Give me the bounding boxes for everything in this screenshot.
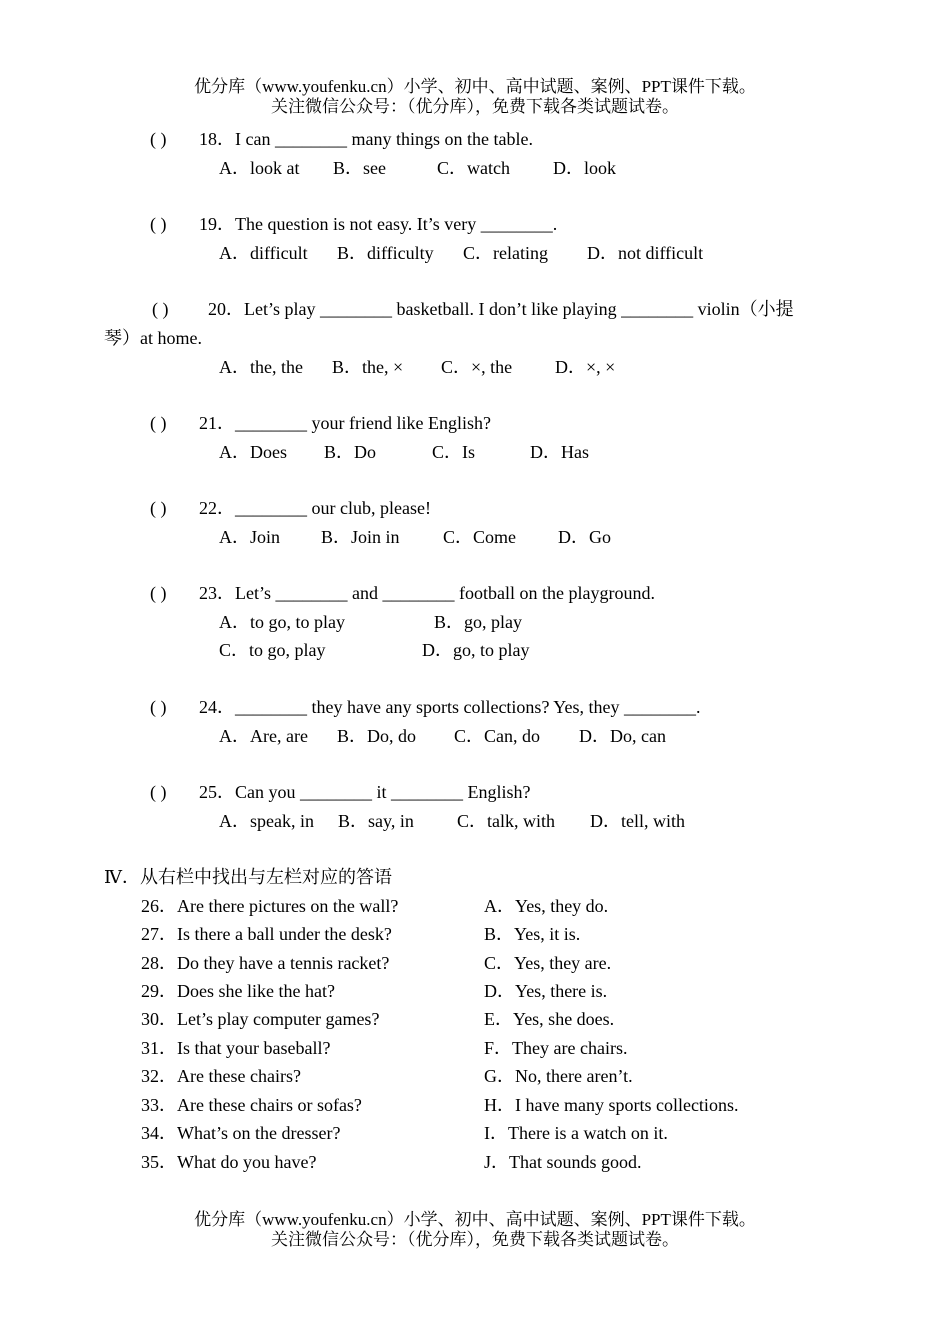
option-c: C．to go, play — [219, 640, 326, 660]
option-a: A．difficult — [219, 243, 308, 263]
question-stem: 22．________ our club, please! — [199, 498, 431, 518]
answer-bracket[interactable]: ( ) — [152, 299, 169, 319]
footer-line-1: 优分库（www.youfenku.cn）小学、初中、高中试题、案例、PPT课件下载。 — [194, 1210, 756, 1229]
option-c: C．Come — [443, 527, 517, 547]
option-a: A．Does — [219, 442, 287, 462]
match-question-26: 26．Are there pictures on the wall? — [141, 896, 399, 916]
match-answer-i: I．There is a watch on it. — [484, 1123, 668, 1143]
option-c: C．talk, with — [457, 811, 555, 831]
match-answer-c: C．Yes, they are. — [484, 953, 612, 973]
option-b: B．say, in — [338, 811, 414, 831]
option-d: D．go, to play — [422, 640, 530, 660]
question-stem: 21．________ your friend like English? — [199, 413, 491, 433]
section-4-title: Ⅳ．从右栏中找出与左栏对应的答语 — [104, 867, 392, 887]
match-answer-e: E．Yes, she does. — [484, 1009, 615, 1029]
option-c: C．relating — [463, 243, 548, 263]
match-question-31: 31．Is that your baseball? — [141, 1038, 331, 1058]
question-stem: 18．I can ________ many things on the table. — [199, 129, 533, 149]
match-answer-j: J．That sounds good. — [484, 1152, 642, 1172]
match-question-32: 32．Are these chairs? — [141, 1066, 301, 1086]
option-b: B．Do — [324, 442, 377, 462]
option-a: A．Are, are — [219, 726, 308, 746]
match-question-27: 27．Is there a ball under the desk? — [141, 924, 392, 944]
option-c: C．Is — [432, 442, 476, 462]
option-a: A．Join — [219, 527, 281, 547]
option-d: D．not difficult — [587, 243, 704, 263]
question-stem: 23．Let’s ________ and ________ football on the playground. — [199, 583, 655, 603]
option-a: A．look at — [219, 158, 300, 178]
answer-bracket[interactable]: ( ) — [150, 498, 167, 518]
question-stem: 25．Can you ________ it ________ English? — [199, 782, 531, 802]
match-answer-b: B．Yes, it is. — [484, 924, 581, 944]
footer-line-2: 关注微信公众号：（优分库），免费下载各类试题试卷。 — [271, 1230, 679, 1249]
question-stem: 20．Let’s play ________ basketball. I don’t like playing ________ violin（小提 — [208, 299, 794, 319]
option-b: B．see — [333, 158, 386, 178]
header-line-1: 优分库（www.youfenku.cn）小学、初中、高中试题、案例、PPT课件下载。 — [194, 77, 756, 96]
match-answer-h: H．I have many sports collections. — [484, 1095, 739, 1115]
match-question-34: 34．What’s on the dresser? — [141, 1123, 341, 1143]
option-d: D．tell, with — [590, 811, 685, 831]
option-c: C．Can, do — [454, 726, 541, 746]
option-d: D．Has — [530, 442, 589, 462]
option-b: B．difficulty — [337, 243, 434, 263]
match-question-35: 35．What do you have? — [141, 1152, 317, 1172]
option-b: B．Do, do — [337, 726, 417, 746]
answer-bracket[interactable]: ( ) — [150, 697, 167, 717]
match-answer-d: D．Yes, there is. — [484, 981, 608, 1001]
match-answer-g: G．No, there aren’t. — [484, 1066, 633, 1086]
match-answer-a: A．Yes, they do. — [484, 896, 609, 916]
header-line-2: 关注微信公众号：（优分库），免费下载各类试题试卷。 — [271, 97, 679, 116]
match-question-33: 33．Are these chairs or sofas? — [141, 1095, 362, 1115]
option-a: A．speak, in — [219, 811, 314, 831]
question-stem: 24．________ they have any sports collections? Yes, they ________. — [199, 697, 701, 717]
option-d: D．Do, can — [579, 726, 666, 746]
option-a: A．the, the — [219, 357, 303, 377]
option-c: C．×, the — [441, 357, 513, 377]
option-d: D．Go — [558, 527, 611, 547]
answer-bracket[interactable]: ( ) — [150, 214, 167, 234]
answer-bracket[interactable]: ( ) — [150, 413, 167, 433]
option-c: C．watch — [437, 158, 510, 178]
option-b: B．the, × — [332, 357, 404, 377]
match-answer-f: F．They are chairs. — [484, 1038, 628, 1058]
option-d: D．look — [553, 158, 616, 178]
option-a: A．to go, to play — [219, 612, 345, 632]
option-b: B．go, play — [434, 612, 522, 632]
match-question-29: 29．Does she like the hat? — [141, 981, 335, 1001]
option-d: D．×, × — [555, 357, 616, 377]
match-question-30: 30．Let’s play computer games? — [141, 1009, 380, 1029]
answer-bracket[interactable]: ( ) — [150, 583, 167, 603]
option-b: B．Join in — [321, 527, 400, 547]
question-stem: 19．The question is not easy. It’s very ________. — [199, 214, 558, 234]
answer-bracket[interactable]: ( ) — [150, 129, 167, 149]
answer-bracket[interactable]: ( ) — [150, 782, 167, 802]
question-stem-continued: 琴）at home. — [104, 328, 202, 348]
match-question-28: 28．Do they have a tennis racket? — [141, 953, 390, 973]
